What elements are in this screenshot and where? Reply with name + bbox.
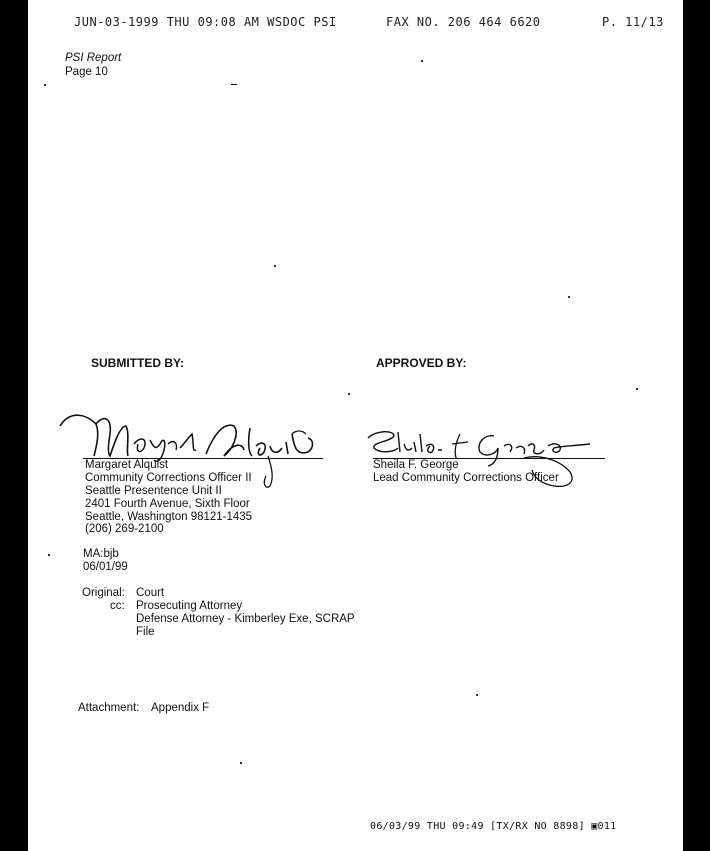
fax-mark xyxy=(231,84,237,85)
typist-initials: MA:bjb xyxy=(83,548,119,560)
submitter-position: Community Corrections Officer II xyxy=(85,472,252,484)
approved-by-heading: APPROVED BY: xyxy=(376,356,467,370)
scan-speck xyxy=(44,84,46,86)
report-page-number: Page 10 xyxy=(65,66,108,78)
cc-recipient-2: Defense Attorney - Kimberley Exe, SCRAP xyxy=(136,613,355,625)
scan-speck xyxy=(240,762,242,764)
submitter-address-line-2: Seattle, Washington 98121-1435 xyxy=(85,511,253,523)
cc-label: cc: xyxy=(110,600,125,612)
fax-transmission-footer: 06/03/99 THU 09:49 [TX/RX NO 8898] ▣011 xyxy=(370,821,617,832)
scan-speck xyxy=(476,694,478,696)
report-title: PSI Report xyxy=(65,52,122,64)
document-date: 06/01/99 xyxy=(83,561,128,573)
original-recipient: Court xyxy=(136,587,165,599)
attachment-label: Attachment: xyxy=(78,702,140,714)
document-page xyxy=(28,0,683,851)
submitter-phone: (206) 269-2100 xyxy=(85,523,164,535)
approver-position: Lead Community Corrections Officer xyxy=(373,472,559,484)
fax-date-time: JUN-03-1999 THU 09:08 AM WSDOC PSI xyxy=(74,15,337,29)
submitter-unit: Seattle Presentence Unit II xyxy=(85,485,222,497)
scan-speck xyxy=(348,393,350,395)
submitted-by-heading: SUBMITTED BY: xyxy=(91,356,185,370)
original-label: Original: xyxy=(82,587,125,599)
scan-speck xyxy=(48,554,50,556)
scan-speck xyxy=(568,296,570,298)
cc-recipient-3: File xyxy=(136,626,155,638)
submitter-name: Margaret Alquist xyxy=(85,459,169,471)
approver-name: Sheila F. George xyxy=(373,459,459,471)
scan-speck xyxy=(274,265,276,267)
scan-speck xyxy=(636,388,638,390)
attachment-value: Appendix F xyxy=(151,702,210,714)
fax-number: FAX NO. 206 464 6620 xyxy=(386,15,541,29)
cc-recipient-1: Prosecuting Attorney xyxy=(136,600,243,612)
submitter-address-line-1: 2401 Fourth Avenue, Sixth Floor xyxy=(85,498,250,510)
scan-speck xyxy=(421,60,423,62)
fax-page-count: P. 11/13 xyxy=(602,15,664,29)
